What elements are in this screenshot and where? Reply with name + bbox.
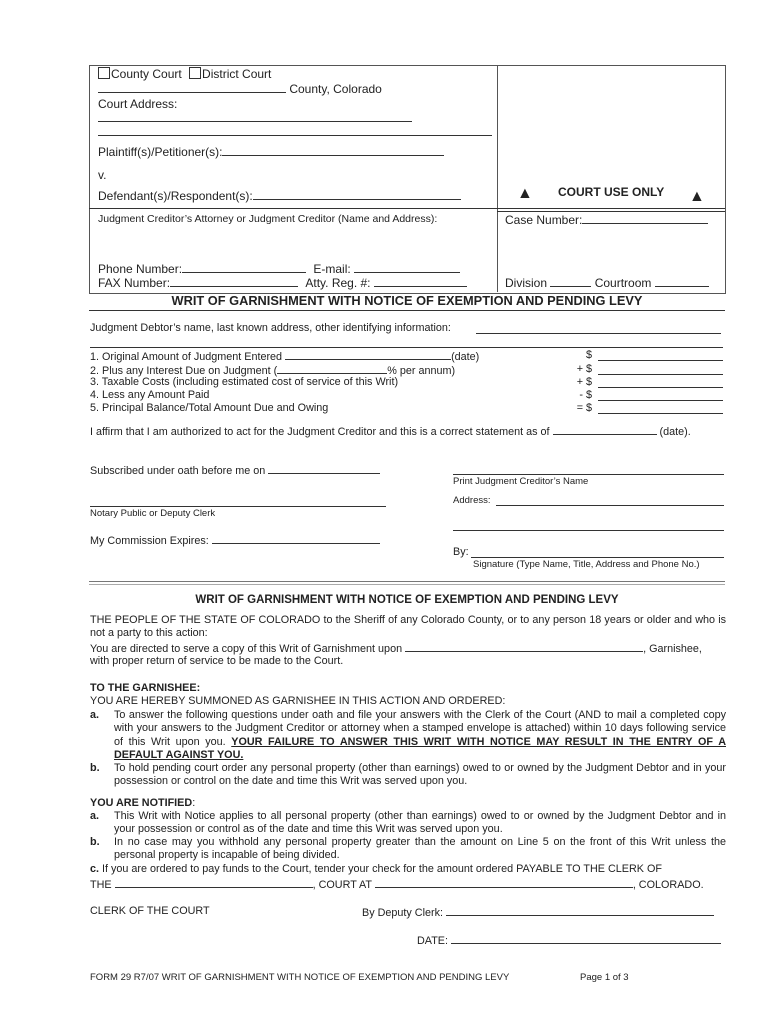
amount-sign: - $ bbox=[579, 389, 592, 401]
date-row bbox=[417, 933, 721, 947]
garnishee-name-field[interactable] bbox=[405, 641, 643, 652]
defendant-label: Defendant(s)/Respondent(s): bbox=[98, 189, 253, 203]
fax-label: FAX Number: bbox=[98, 276, 171, 290]
case-number-field[interactable] bbox=[582, 213, 708, 224]
amount-field-4[interactable] bbox=[598, 400, 723, 401]
commission-date-field[interactable] bbox=[212, 533, 380, 544]
creditor-address-field[interactable] bbox=[496, 505, 724, 506]
by-label: By: bbox=[453, 546, 469, 558]
notary-label: Notary Public or Deputy Clerk bbox=[90, 508, 216, 519]
division-row bbox=[505, 276, 709, 290]
notice-item-a bbox=[90, 810, 726, 837]
caption-divider-attorney bbox=[89, 208, 725, 209]
district-court-checkbox[interactable] bbox=[189, 67, 201, 79]
county-row bbox=[98, 82, 382, 96]
commission-row bbox=[90, 533, 380, 547]
court-location-field[interactable] bbox=[375, 877, 633, 888]
case-number-row bbox=[505, 213, 708, 227]
amount-sign: $ bbox=[585, 349, 592, 361]
notice-item-b bbox=[90, 836, 726, 863]
amount-label: 3. Taxable Costs (including estimated cost of service of this Writ) bbox=[90, 376, 399, 388]
summoned-text: YOU ARE HEREBY SUMMONED AS GARNISHEE IN THIS ACTION AND ORDERED: bbox=[90, 695, 506, 707]
debtor-info-field[interactable] bbox=[476, 333, 721, 334]
interest-rate-field[interactable] bbox=[277, 363, 387, 374]
amount-field-3[interactable] bbox=[598, 387, 723, 388]
item-label: a. bbox=[90, 810, 100, 822]
county-court-label: County Court bbox=[111, 67, 182, 81]
county-court-checkbox[interactable] bbox=[98, 67, 110, 79]
amount-field-5[interactable] bbox=[598, 413, 723, 414]
document-title: WRIT OF GARNISHMENT WITH NOTICE OF EXEMPTION AND PENDING LEVY bbox=[171, 293, 643, 308]
court-type-row bbox=[98, 67, 271, 81]
print-name-label: Print Judgment Creditor’s Name bbox=[453, 476, 589, 487]
signature-label: Signature (Type Name, Title, Address and Phone No.) bbox=[473, 559, 700, 570]
case-number-label: Case Number: bbox=[505, 213, 583, 227]
atty-reg-label: Atty. Reg. #: bbox=[305, 276, 371, 290]
amount-label: 4. Less any Amount Paid bbox=[90, 389, 210, 401]
writ-title: WRIT OF GARNISHMENT WITH NOTICE OF EXEMPTION AND PENDING LEVY bbox=[195, 594, 619, 606]
proper-return-text: with proper return of service to be made to the Court. bbox=[90, 655, 344, 667]
notified-heading-row bbox=[90, 797, 195, 809]
item-label: a. bbox=[90, 709, 100, 721]
notary-signature-field[interactable] bbox=[90, 506, 386, 507]
division-field[interactable] bbox=[550, 276, 591, 287]
subscribed-date-field[interactable] bbox=[268, 463, 380, 474]
affirm-row bbox=[90, 424, 691, 438]
subscribed-label: Subscribed under oath before me on bbox=[90, 465, 266, 477]
order-item-a bbox=[90, 709, 726, 762]
defendant-row bbox=[98, 189, 461, 203]
clerk-label: CLERK OF THE COURT bbox=[90, 905, 210, 917]
notified-colon: : bbox=[192, 797, 196, 809]
caption-divider-case bbox=[497, 211, 725, 212]
phone-label: Phone Number: bbox=[98, 262, 183, 276]
triangle-up-icon: ▲ bbox=[689, 188, 705, 205]
per-annum-label: % per annum) bbox=[387, 365, 456, 377]
footer-form: FORM 29 R7/07 WRIT OF GARNISHMENT WITH NOTICE OF EXEMPTION AND PENDING LEVY bbox=[90, 972, 510, 983]
date-label: DATE: bbox=[417, 935, 448, 947]
notice-item-c bbox=[90, 863, 662, 875]
amount-field-1[interactable] bbox=[598, 360, 723, 361]
amount-sign: = $ bbox=[576, 402, 592, 414]
fax-field[interactable] bbox=[170, 276, 298, 287]
court-use-only-label: COURT USE ONLY bbox=[558, 185, 665, 199]
court-type-field[interactable] bbox=[115, 877, 313, 888]
item-label: b. bbox=[90, 762, 100, 774]
notice-a-text: This Writ with Notice applies to all personal property (other than earnings) owed to or owned by the Judgment Debtor and in your possession or control as of the date and time this Writ was served upon you. bbox=[114, 810, 726, 836]
county-colorado-label: County, Colorado bbox=[289, 82, 382, 96]
email-field[interactable] bbox=[354, 262, 460, 273]
amount-row-2 bbox=[90, 363, 455, 377]
order-item-b bbox=[90, 762, 726, 789]
order-a-text: To answer the following questions under oath and file your answers with the Clerk of the Court (AND to mail a completed copy with your answers to the Judgment Creditor or attorney when a stamped envelope is attached) within 10 days following service of this Writ upon you. bbox=[114, 709, 726, 748]
court-address-line-2[interactable] bbox=[98, 135, 492, 136]
address-label: Address: bbox=[453, 495, 491, 506]
amount-sign: + $ bbox=[576, 363, 592, 375]
date-label: (date) bbox=[451, 351, 480, 363]
notified-heading: YOU ARE NOTIFIED bbox=[90, 797, 193, 809]
affirm-text: I affirm that I am authorized to act for the Judgment Creditor and this is a correct statement as of bbox=[90, 426, 550, 438]
plaintiff-row bbox=[98, 145, 444, 159]
email-label: E-mail: bbox=[313, 262, 351, 276]
directed-row bbox=[90, 641, 702, 655]
the-label: THE bbox=[90, 879, 112, 891]
plaintiff-label: Plaintiff(s)/Petitioner(s): bbox=[98, 145, 223, 159]
subscribed-row bbox=[90, 463, 380, 477]
title-divider bbox=[89, 310, 725, 311]
district-court-label: District Court bbox=[202, 67, 272, 81]
defendant-field[interactable] bbox=[253, 189, 461, 200]
notice-b-text: In no case may you withhold any personal property greater than the amount on Line 5 on the front of this Writ unless the personal property is incapable of being divided. bbox=[114, 836, 726, 862]
county-field[interactable] bbox=[98, 82, 286, 93]
division-label: Division bbox=[505, 276, 548, 290]
footer-page: Page 1 of 3 bbox=[580, 972, 629, 983]
atty-reg-field[interactable] bbox=[374, 276, 467, 287]
attorney-label: Judgment Creditor’s Attorney or Judgment Creditor (Name and Address): bbox=[98, 213, 438, 225]
item-label: c. bbox=[90, 863, 100, 875]
amount-label: 1. Original Amount of Judgment Entered bbox=[90, 351, 283, 363]
courtroom-label: Courtroom bbox=[594, 276, 652, 290]
by-deputy-label: By Deputy Clerk: bbox=[362, 907, 444, 919]
plaintiff-field[interactable] bbox=[222, 145, 444, 156]
judgment-date-field[interactable] bbox=[285, 349, 451, 360]
creditor-address-line-2[interactable] bbox=[453, 530, 724, 531]
people-paragraph bbox=[90, 614, 726, 641]
creditor-name-field[interactable] bbox=[453, 474, 724, 475]
debtor-info-label: Judgment Debtor’s name, last known address, other identifying information: bbox=[90, 322, 451, 334]
colorado-label: , COLORADO. bbox=[632, 879, 704, 891]
date-field[interactable] bbox=[451, 933, 721, 944]
court-address-line-1[interactable] bbox=[98, 121, 412, 122]
people-text: THE PEOPLE OF THE STATE OF COLORADO to the Sheriff of any Colorado County, or to any person 18 years or older and who is not a party to this action: bbox=[90, 614, 726, 640]
directed-text: You are directed to serve a copy of this Writ of Garnishment upon bbox=[90, 643, 403, 655]
court-at-label: , COURT AT bbox=[312, 879, 372, 891]
caption-box bbox=[89, 65, 726, 294]
amount-field-2[interactable] bbox=[598, 374, 723, 375]
court-address-label: Court Address: bbox=[98, 97, 178, 111]
versus-label: v. bbox=[98, 168, 107, 182]
default-warning: YOUR FAILURE TO ANSWER THIS WRIT WITH NOTICE MAY RESULT IN THE ENTRY OF A DEFAULT AGAINST YOU. bbox=[114, 735, 726, 761]
caption-divider-vertical bbox=[497, 65, 498, 292]
deputy-row bbox=[362, 905, 714, 919]
affirm-date-field[interactable] bbox=[553, 424, 657, 435]
section-divider bbox=[89, 581, 725, 585]
affirm-date-label: (date). bbox=[659, 426, 691, 438]
amount-label: 2. Plus any Interest Due on Judgment ( bbox=[90, 365, 278, 377]
phone-field[interactable] bbox=[182, 262, 306, 273]
commission-label: My Commission Expires: bbox=[90, 535, 209, 547]
courtroom-field[interactable] bbox=[655, 276, 709, 287]
triangle-up-icon: ▲ bbox=[517, 185, 533, 202]
amount-row-1 bbox=[90, 349, 479, 363]
notice-c-text: If you are ordered to pay funds to the Court, tender your check for the amount ordered PAYABLE TO THE CLERK OF bbox=[102, 863, 662, 875]
phone-row bbox=[98, 262, 460, 276]
pay-clerk-row bbox=[90, 877, 704, 891]
creditor-signature-field[interactable] bbox=[471, 557, 724, 558]
item-label: b. bbox=[90, 836, 100, 848]
deputy-clerk-field[interactable] bbox=[446, 905, 714, 916]
amount-label: 5. Principal Balance/Total Amount Due and Owing bbox=[90, 402, 329, 414]
garnishee-label: , Garnishee, bbox=[643, 643, 702, 655]
to-garnishee-heading: TO THE GARNISHEE: bbox=[90, 682, 201, 694]
debtor-info-line-2[interactable] bbox=[90, 347, 723, 348]
fax-row bbox=[98, 276, 467, 290]
amount-sign: + $ bbox=[576, 376, 592, 388]
order-b-text: To hold pending court order any personal property (other than earnings) owed to or owned by the Judgment Debtor and in your possession or control on the date and time this Writ was served upon you. bbox=[114, 762, 726, 788]
